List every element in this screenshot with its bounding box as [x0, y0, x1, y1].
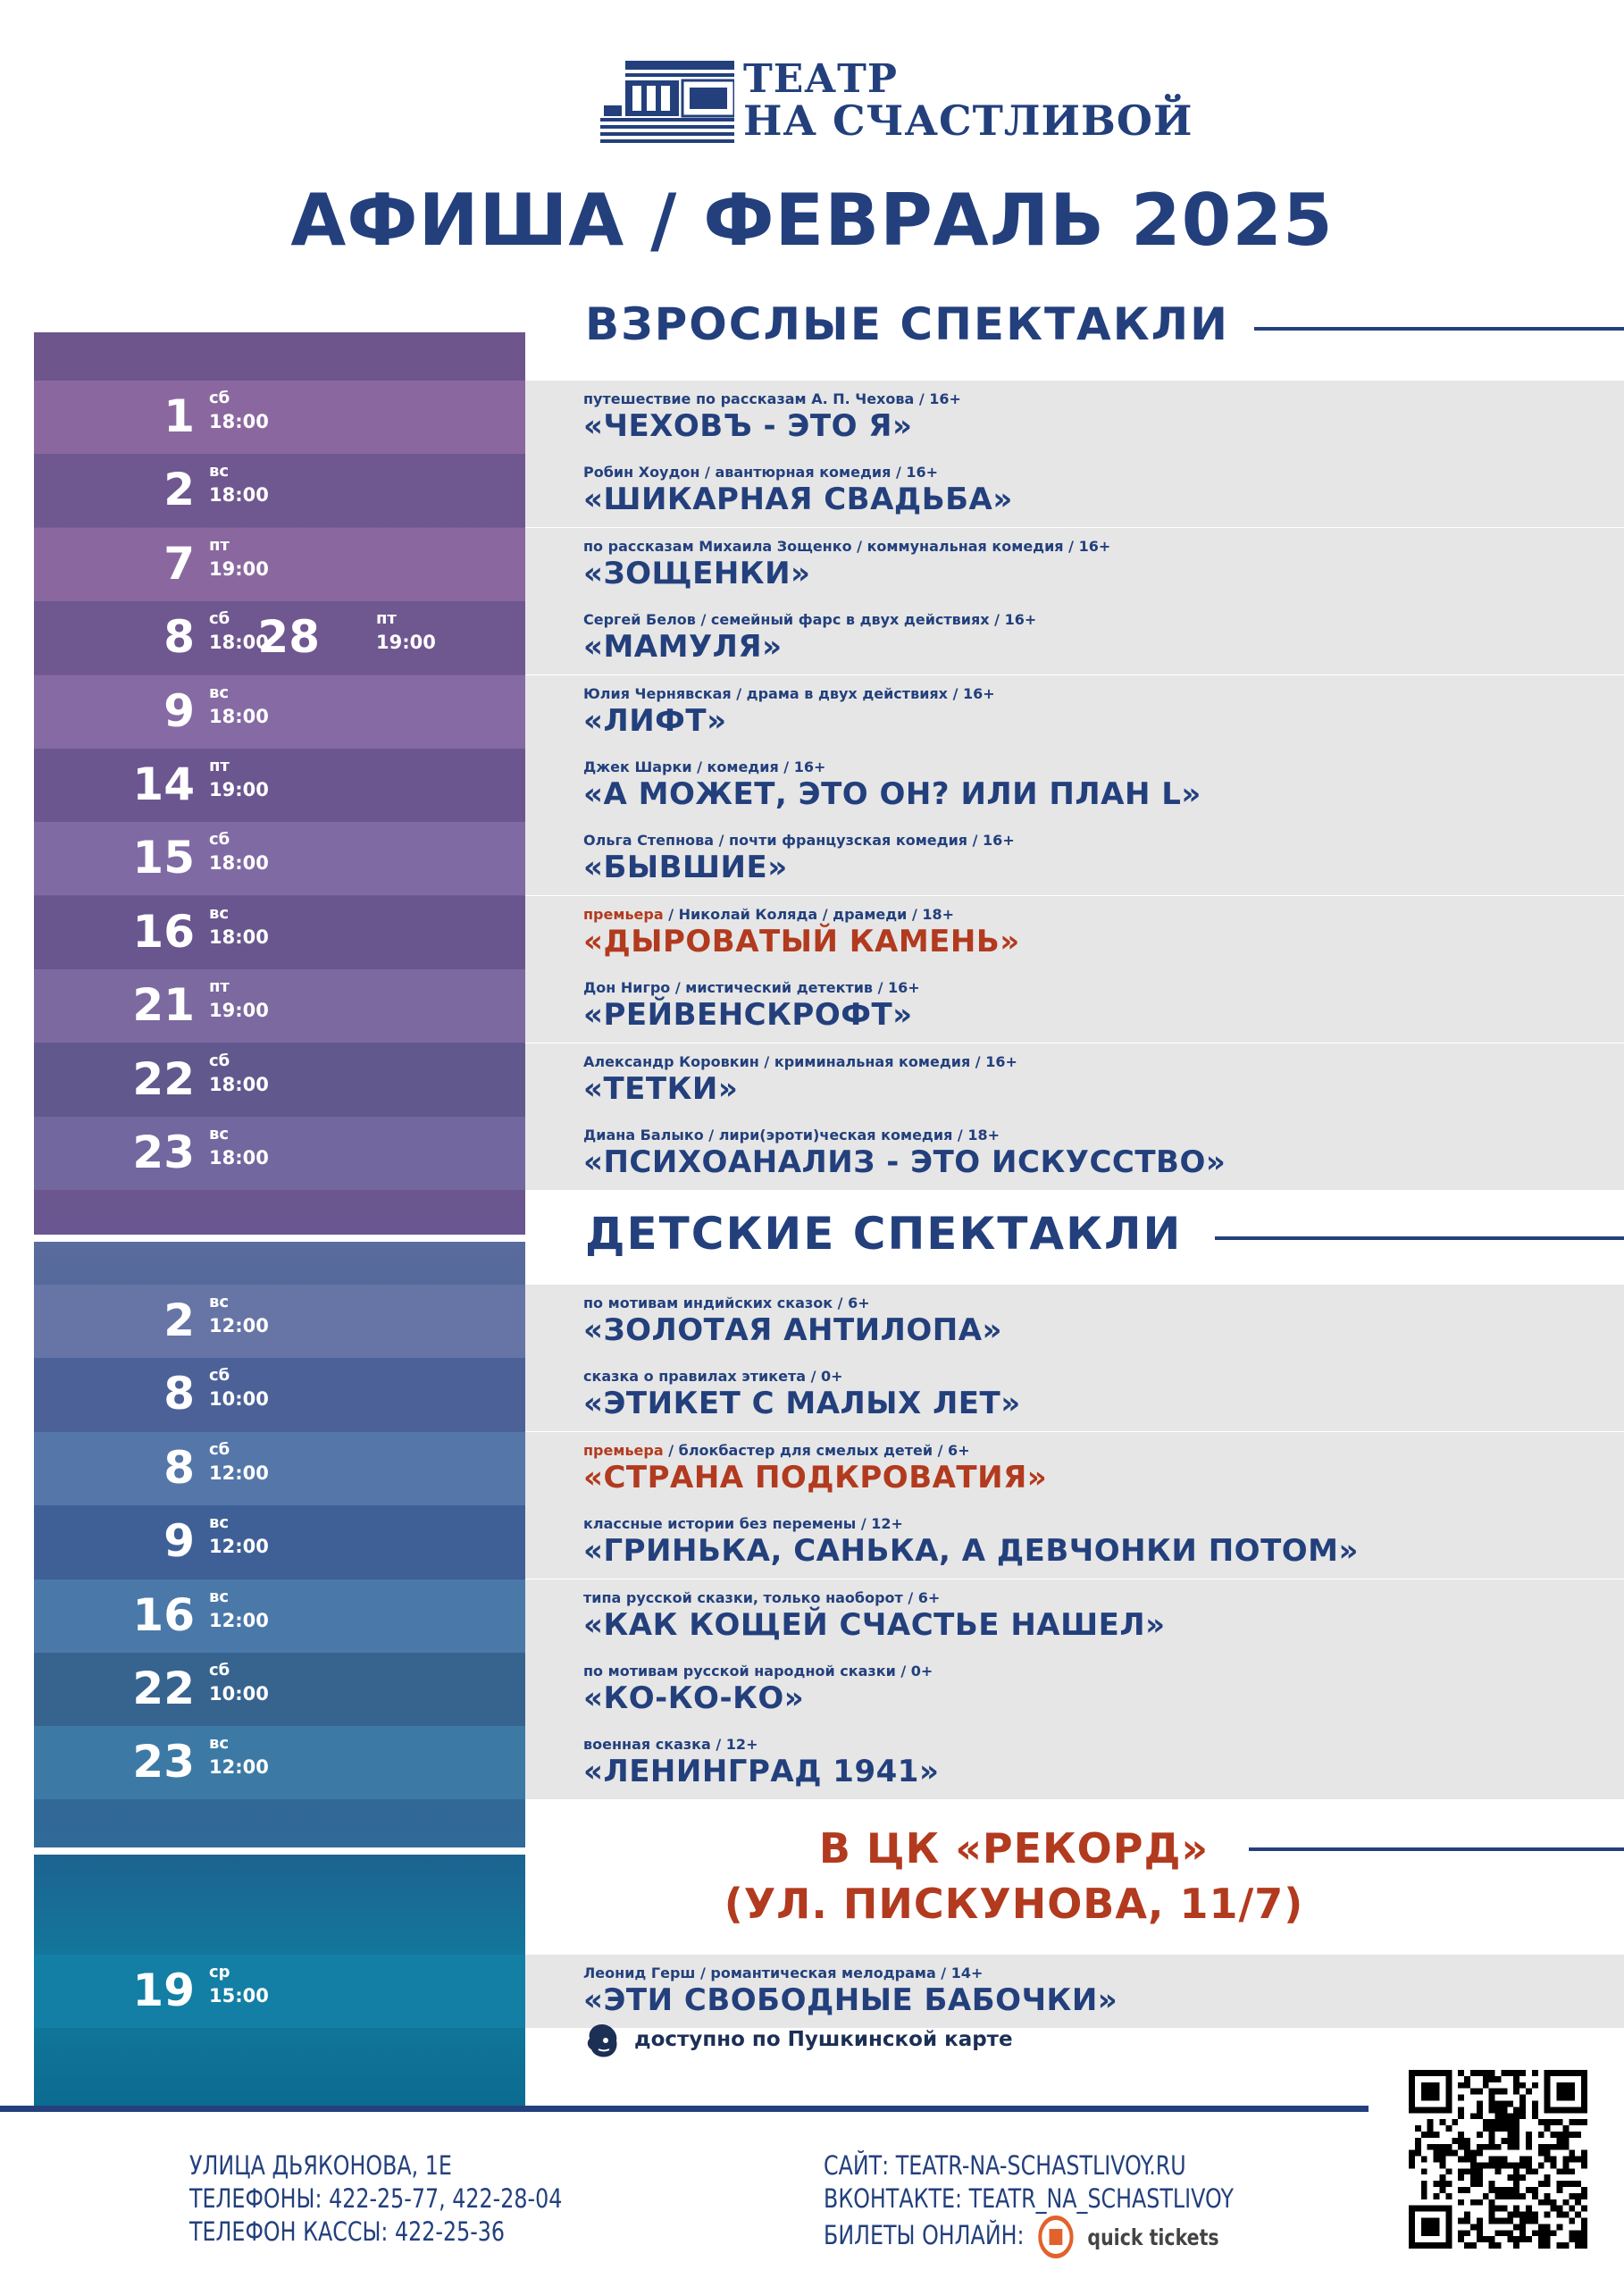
premiere-label: премьера [583, 1441, 664, 1459]
event-weekday: вс [209, 1513, 230, 1533]
event-time: 12:00 [209, 1609, 269, 1631]
info-cell [525, 1579, 1624, 1653]
event-date: 9 [163, 1515, 195, 1568]
event-meta [583, 1442, 970, 1459]
event-meta [583, 1736, 758, 1753]
info-cell [525, 601, 1624, 674]
logo-line-1: ТЕАТР [743, 56, 898, 102]
event-weekday: вс [209, 462, 230, 482]
event-title: «ДЫРОВАТЫЙ КАМЕНЬ» [583, 923, 1020, 959]
date-cell [34, 528, 525, 601]
adult-heading-rule [1254, 327, 1624, 331]
qr-code[interactable] [1409, 2070, 1587, 2249]
event-date: 21 [132, 979, 195, 1032]
event-title: «БЫВШИЕ» [583, 850, 788, 886]
event-time: 18:00 [209, 632, 269, 654]
event-date: 8 [163, 611, 195, 664]
event-meta-text: Дон Нигро / мистический детектив / 16+ [583, 979, 920, 997]
premiere-label: премьера [583, 905, 664, 923]
info-cell [525, 1285, 1624, 1358]
event-weekday: сб [209, 1366, 230, 1386]
event-title: «КАК КОЩЕЙ СЧАСТЬЕ НАШЕЛ» [583, 1606, 1166, 1643]
event-weekday: вс [209, 1293, 230, 1311]
event-time: 18:00 [209, 1073, 269, 1095]
event-title: «ЛИФТ» [583, 702, 727, 739]
footer-address: УЛИЦА ДЬЯКОНОВА, 1Е [189, 2150, 452, 2181]
event-time: 10:00 [209, 1388, 269, 1411]
event-time: 10:00 [209, 1683, 269, 1705]
pushkin-portrait-icon [582, 2023, 622, 2058]
event-meta [583, 1127, 1000, 1144]
date-cell [34, 1432, 525, 1505]
footer-site-link[interactable]: САЙТ: TEATR-NA-SCHASTLIVOY.RU [824, 2150, 1186, 2181]
info-cell [525, 969, 1624, 1043]
event-meta-text: путешествие по рассказам А. П. Чехова / 16+ [583, 390, 961, 407]
event-title: «ГРИНЬКА, САНЬКА, А ДЕВЧОНКИ ПОТОМ» [583, 1533, 1359, 1570]
event-weekday: сб [209, 1661, 230, 1680]
event-title: «ЛЕНИНГРАД 1941» [583, 1754, 940, 1790]
event-meta-text: по мотивам русской народной сказки / 0+ [583, 1663, 933, 1680]
footer-online [824, 2149, 1234, 2258]
event-meta [583, 1589, 940, 1606]
date-cell [34, 1726, 525, 1799]
event-time: 12:00 [209, 1462, 269, 1484]
schedule-row[interactable] [0, 454, 1624, 527]
event-time: 19:00 [209, 779, 269, 800]
date-cell [34, 675, 525, 749]
event-weekday: вс [209, 683, 230, 702]
quick-tickets-icon [1038, 2216, 1073, 2258]
event-date: 19 [132, 1964, 195, 2016]
event-meta [583, 390, 961, 407]
info-cell [525, 1043, 1624, 1117]
event-meta [583, 685, 995, 702]
event-meta-text: военная сказка / 12+ [583, 1736, 758, 1754]
event-weekday-2: пт [376, 609, 397, 629]
info-cell [525, 1726, 1624, 1799]
event-weekday: вс [209, 1587, 230, 1606]
info-cell [525, 1653, 1624, 1726]
event-meta [583, 538, 1110, 555]
footer-divider [0, 2106, 1369, 2112]
schedule-row[interactable] [0, 1726, 1624, 1799]
event-meta-text: Леонид Герш / романтическая мелодрама / 14+ [583, 1964, 984, 1981]
quick-tickets-link[interactable] [1038, 2216, 1218, 2258]
event-meta-text: классные истории без перемены / 12+ [583, 1515, 903, 1533]
schedule-row[interactable] [0, 1358, 1624, 1431]
event-meta-text: по мотивам индийских сказок / 6+ [583, 1294, 870, 1311]
date-cell [34, 1117, 525, 1190]
event-date: 23 [132, 1736, 195, 1789]
footer-contacts [189, 2149, 562, 2249]
event-meta [583, 1663, 933, 1680]
event-meta-text: / блокбастер для смелых детей / 6+ [663, 1441, 970, 1459]
footer-vk-link[interactable]: ВКОНТАКТЕ: TEATR_NA_SCHASTLIVOY [824, 2183, 1234, 2214]
event-time-2: 19:00 [376, 632, 436, 654]
event-meta [583, 464, 938, 481]
event-meta-text: Юлия Чернявская / драма в двух действиях / 16+ [583, 684, 995, 702]
event-weekday: сб [209, 389, 230, 407]
event-meta-text: Сергей Белов / семейный фарс в двух действиях / 16+ [583, 611, 1037, 629]
event-meta [583, 1294, 870, 1311]
event-weekday: сб [209, 830, 230, 850]
schedule-row[interactable] [0, 381, 1624, 454]
info-cell [525, 381, 1624, 454]
event-title: «ПСИХОАНАЛИЗ - ЭТО ИСКУССТВО» [583, 1144, 1226, 1180]
date-cell [34, 1285, 525, 1358]
event-meta-text: типа русской сказки, только наоборот / 6+ [583, 1588, 941, 1606]
schedule-row[interactable] [0, 969, 1624, 1043]
event-date: 23 [132, 1127, 195, 1178]
date-cell [34, 1358, 525, 1431]
event-title: «ЭТИКЕТ С МАЛЫХ ЛЕТ» [583, 1386, 1021, 1422]
date-cell [34, 1579, 525, 1653]
date-cell [34, 1955, 525, 2028]
footer-box-office: ТЕЛЕФОН КАССЫ: 422-25-36 [189, 2216, 506, 2247]
info-cell [525, 749, 1624, 822]
date-cell [34, 601, 525, 674]
event-weekday: пт [209, 757, 230, 775]
date-cell [34, 381, 525, 454]
event-weekday: сб [209, 1051, 230, 1070]
page-title: АФИША / ФЕВРАЛЬ 2025 [290, 179, 1334, 262]
event-date: 14 [132, 758, 195, 810]
info-cell [525, 1505, 1624, 1579]
event-meta-text: Диана Балыко / лири(эроти)ческая комедия / 18+ [583, 1127, 1000, 1144]
date-cell [34, 1653, 525, 1726]
date-cell [34, 454, 525, 527]
event-title: «ЗОЩЕНКИ» [583, 555, 811, 591]
schedule-row[interactable] [0, 1579, 1624, 1653]
schedule-row[interactable] [0, 1285, 1624, 1358]
kids-heading-rule [1215, 1236, 1624, 1240]
event-meta [583, 1964, 983, 1981]
event-title: «ШИКАРНАЯ СВАДЬБА» [583, 482, 1013, 518]
adult-heading: ВЗРОСЛЫЕ СПЕКТАКЛИ [585, 298, 1229, 350]
event-date: 8 [163, 1441, 195, 1494]
event-title: «СТРАНА ПОДКРОВАТИЯ» [583, 1459, 1048, 1495]
event-meta [583, 611, 1036, 628]
event-date: 7 [163, 537, 195, 590]
info-cell [525, 896, 1624, 969]
schedule-row[interactable] [0, 1505, 1624, 1579]
event-weekday: ср [209, 1963, 230, 1981]
event-date: 15 [132, 832, 195, 884]
event-time: 18:00 [209, 852, 269, 875]
event-title: «ЭТИ СВОБОДНЫЕ БАБОЧКИ» [583, 1982, 1118, 2018]
event-weekday: сб [209, 1439, 230, 1459]
schedule-row[interactable] [0, 749, 1624, 822]
event-date: 9 [163, 684, 195, 737]
event-meta [583, 906, 954, 923]
schedule-row[interactable] [0, 528, 1624, 601]
theatre-logo [600, 56, 1193, 152]
event-meta [583, 1053, 1017, 1070]
schedule-row[interactable] [0, 1653, 1624, 1726]
event-meta [583, 1368, 843, 1385]
event-date: 16 [132, 1588, 195, 1641]
event-title: «КО-КО-КО» [583, 1680, 805, 1716]
event-title: «ТЕТКИ» [583, 1070, 739, 1107]
event-weekday: вс [209, 903, 230, 923]
event-meta [583, 1515, 903, 1532]
event-time: 12:00 [209, 1536, 269, 1558]
record-heading-line2: (УЛ. ПИСКУНОВА, 11/7) [724, 1880, 1304, 1928]
event-title: «РЕЙВЕНСКРОФТ» [583, 997, 913, 1034]
event-title: «А МОЖЕТ, ЭТО ОН? ИЛИ ПЛАН L» [583, 776, 1201, 812]
event-date: 22 [132, 1663, 195, 1714]
event-date: 2 [163, 464, 195, 516]
schedule-row[interactable] [0, 822, 1624, 895]
record-heading-line1: В ЦК «РЕКОРД» [818, 1824, 1210, 1872]
info-cell [525, 675, 1624, 749]
event-meta-text: по рассказам Михаила Зощенко / коммунальная комедия / 16+ [583, 537, 1111, 555]
schedule-row[interactable] [0, 1043, 1624, 1117]
event-weekday: сб [209, 609, 230, 629]
schedule-row[interactable] [0, 1117, 1624, 1190]
event-meta-text: Александр Коровкин / криминальная комедия / 16+ [583, 1052, 1017, 1070]
info-cell [525, 1358, 1624, 1431]
event-time: 12:00 [209, 1315, 269, 1336]
info-cell [525, 1117, 1624, 1190]
schedule-row[interactable] [0, 675, 1624, 749]
event-meta-text: Ольга Степнова / почти французская комедия / 16+ [583, 832, 1015, 850]
schedule-row[interactable] [0, 1432, 1624, 1505]
event-date: 1 [163, 390, 195, 442]
info-cell [525, 528, 1624, 601]
footer-tickets-label: БИЛЕТЫ ОНЛАЙН: [824, 2220, 1025, 2250]
info-cell [525, 1432, 1624, 1505]
event-time: 18:00 [209, 1147, 269, 1169]
event-title: «ЗОЛОТАЯ АНТИЛОПА» [583, 1312, 1002, 1348]
event-meta-text: / Николай Коляда / драмеди / 18+ [663, 905, 955, 923]
event-meta-text: сказка о правилах этикета / 0+ [583, 1368, 843, 1386]
date-cell [34, 1505, 525, 1579]
event-meta [583, 979, 920, 996]
date-cell [34, 969, 525, 1043]
event-meta [583, 758, 825, 775]
theatre-building-icon [600, 61, 734, 145]
event-date: 16 [132, 905, 195, 958]
date-cell [34, 1043, 525, 1117]
logo-line-2: НА СЧАСТЛИВОЙ [743, 96, 1193, 145]
event-title: «ЧЕХОВЪ - ЭТО Я» [583, 408, 913, 444]
schedule-row[interactable] [0, 601, 1624, 674]
info-cell [525, 1955, 1624, 2028]
event-time: 12:00 [209, 1756, 269, 1779]
event-time: 19:00 [209, 557, 269, 580]
footer-phones: ТЕЛЕФОНЫ: 422-25-77, 422-28-04 [189, 2183, 563, 2214]
date-cell [34, 896, 525, 969]
record-heading-rule [1249, 1847, 1624, 1851]
schedule-row[interactable] [0, 1955, 1624, 2028]
kids-heading: ДЕТСКИЕ СПЕКТАКЛИ [585, 1208, 1183, 1260]
event-meta-text: Джек Шарки / комедия / 16+ [583, 758, 826, 775]
quick-tickets-label: quick tickets [1087, 2224, 1219, 2250]
event-time: 18:00 [209, 705, 269, 727]
event-meta [583, 832, 1015, 849]
info-cell [525, 454, 1624, 527]
event-title: «МАМУЛЯ» [583, 629, 783, 666]
event-date: 2 [163, 1294, 195, 1346]
schedule-row[interactable] [0, 896, 1624, 969]
pushkin-card-text: доступно по Пушкинской карте [634, 2028, 1013, 2051]
event-time: 18:00 [209, 484, 269, 507]
event-date: 8 [163, 1368, 195, 1420]
event-time: 15:00 [209, 1985, 269, 2006]
event-weekday: вс [209, 1734, 230, 1754]
event-date-2: 28 [257, 611, 320, 664]
date-cell [34, 749, 525, 822]
event-date: 22 [132, 1052, 195, 1105]
event-time: 19:00 [209, 1000, 269, 1022]
event-time: 18:00 [209, 926, 269, 948]
date-cell [34, 822, 525, 895]
event-time: 18:00 [209, 411, 269, 432]
event-weekday: вс [209, 1125, 230, 1144]
info-cell [525, 822, 1624, 895]
event-weekday: пт [209, 535, 230, 555]
event-weekday: пт [209, 977, 230, 997]
event-meta-text: Робин Хоудон / авантюрная комедия / 16+ [583, 464, 939, 482]
